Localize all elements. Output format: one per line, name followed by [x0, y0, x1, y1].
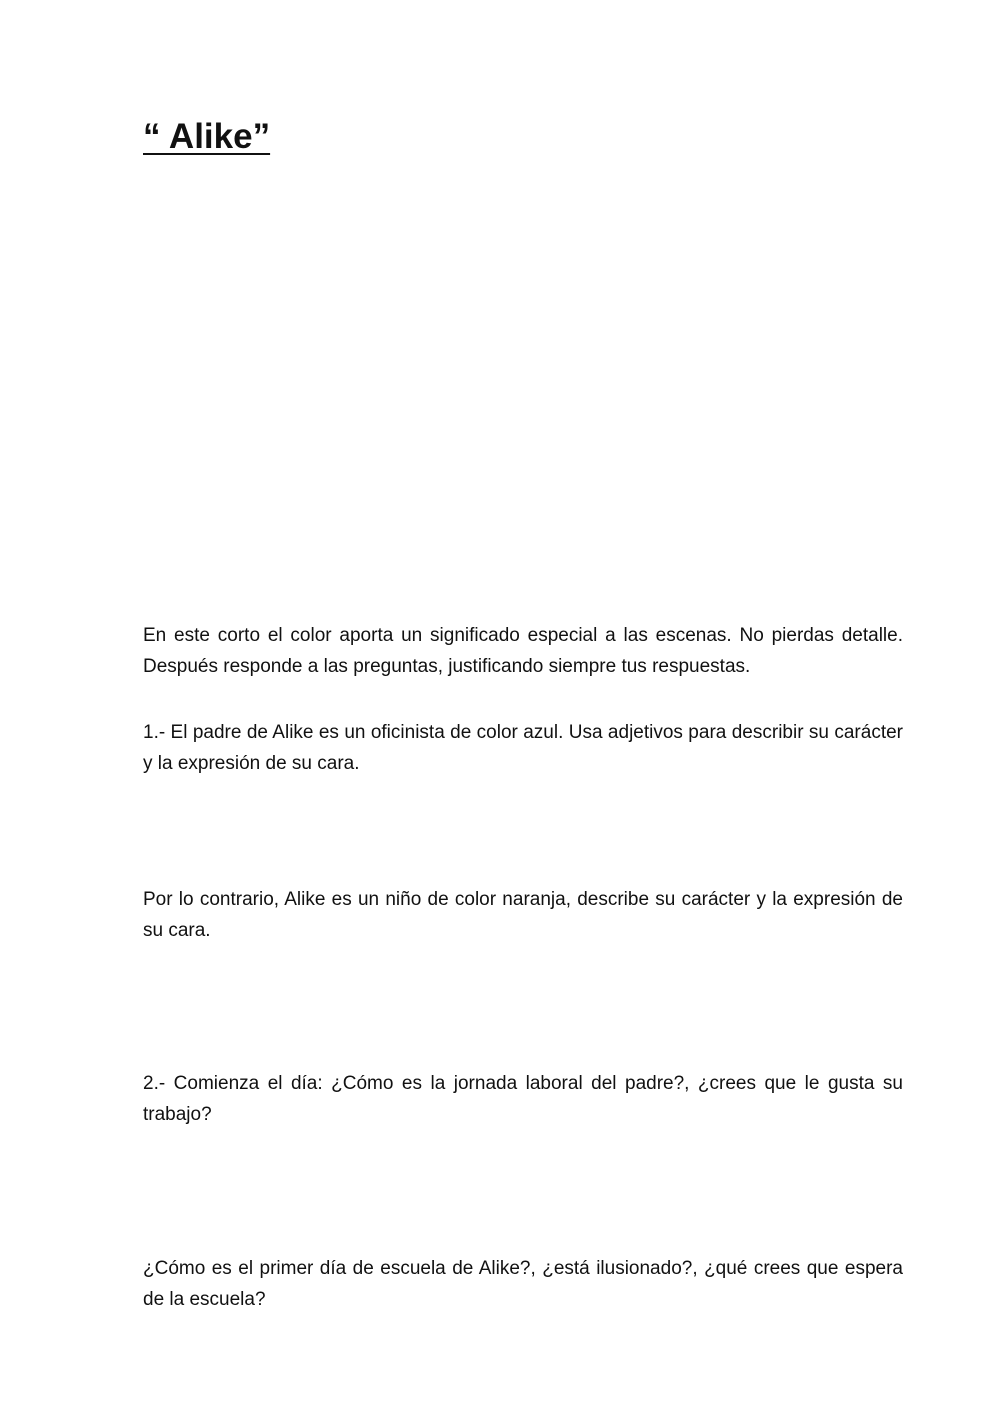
- question-2-paragraph: 2.- Comienza el día: ¿Cómo es la jornada laboral del padre?, ¿crees que le gusta su trabajo?: [143, 1073, 903, 1125]
- question-2-followup-paragraph: ¿Cómo es el primer día de escuela de Alike?, ¿está ilusionado?, ¿qué crees que espera de la escuela?: [143, 1258, 903, 1310]
- question-1-followup-paragraph: Por lo contrario, Alike es un niño de color naranja, describe su carácter y la expresión de su cara.: [143, 889, 903, 941]
- intro-paragraph: En este corto el color aporta un significado especial a las escenas. No pierdas detalle. Después responde a las preguntas, justificando siempre tus respuestas.: [143, 625, 903, 677]
- document-title: “ Alike”: [143, 117, 271, 156]
- question-1-paragraph: 1.- El padre de Alike es un oficinista de color azul. Usa adjetivos para describir su carácter y la expresión de su cara.: [143, 722, 903, 774]
